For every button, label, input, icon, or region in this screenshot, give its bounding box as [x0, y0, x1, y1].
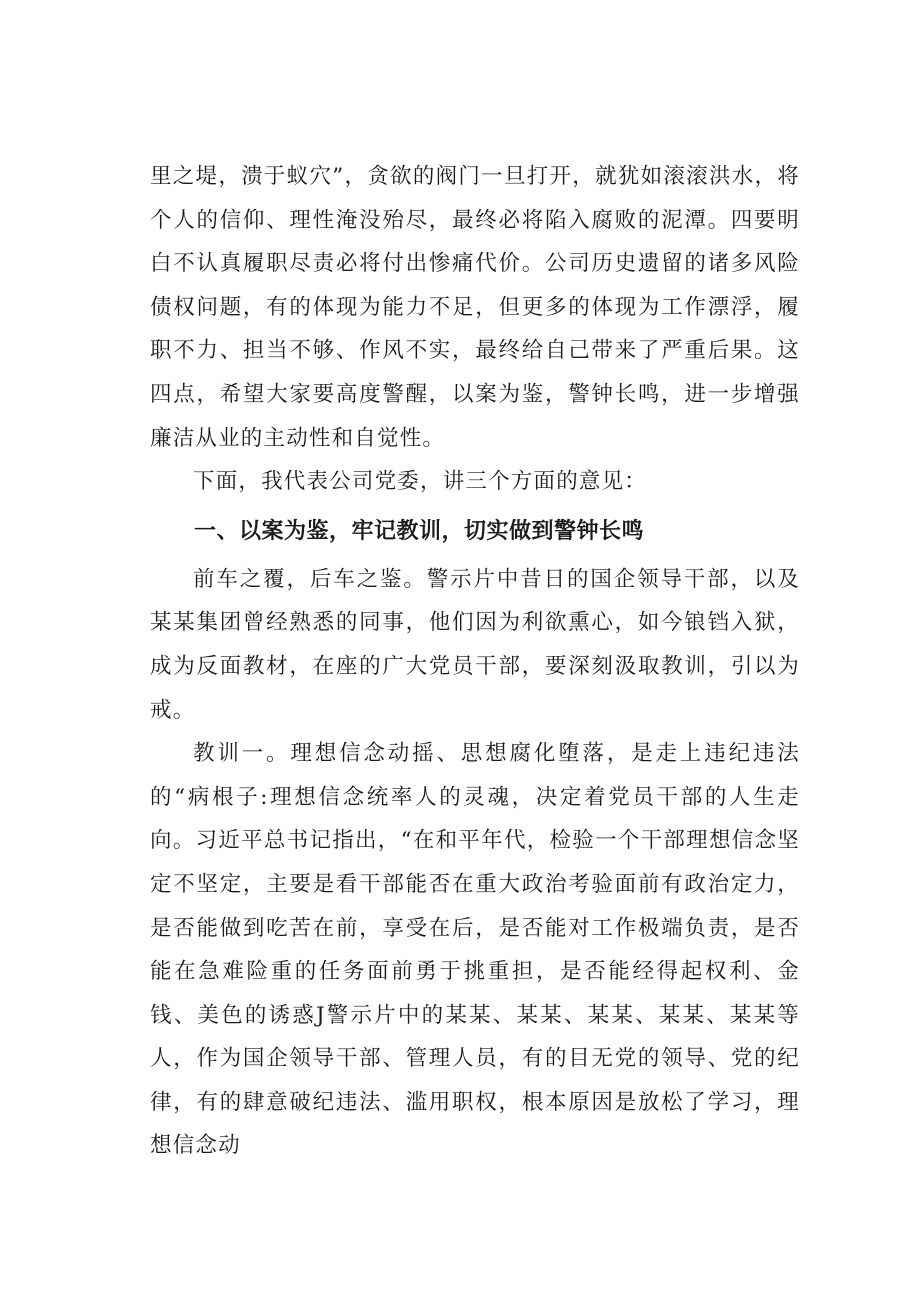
section-heading-1: 一、以案为鉴，牢记教训，切实做到警钟长鸣: [194, 518, 645, 544]
paragraph-lesson-one: 教训一。理想信念动摇、思想腐化堕落，是走上违纪违法的“病根子:理想信念统率人的灵魂，决定着党员干部的人生走向。习近平总书记指出，“在和平年代，检验一个干部理想信念坚定不坚定，主要是看干部能否在重大政治考验面前有政治定力，是否能做到吃苦在前，享受在后，是否能对工作极端负责，是否能在急难险重的任务面前勇于挑重担，是否能经得起权利、金钱、美色的诱惑J警示片中的某某、某某、某某、某某、某某等人，作为国企领导干部、管理人员，有的目无党的领导、党的纪律，有的肆意破纪违法、滥用职权，根本原因是放松了学习，理想信念动: [150, 741, 800, 1159]
paragraph-intro: 下面，我代表公司党委，讲三个方面的意见：: [193, 469, 648, 495]
document-body: [150, 155, 800, 1168]
paragraph-continuation: 里之堤，溃于蚁穴”，贪欲的阀门一旦打开，就犹如滚滚洪水，将个人的信仰、理性淹没殆尽，最终必将陷入腐败的泥潭。四要明白不认真履职尽责必将付出惨痛代价。公司历史遗留的诸多风险债权问题，有的体现为能力不足，但更多的体现为工作漂浮，履职不力、担当不够、作风不实，最终给自己带来了严重后果。这四点，希望大家要高度警醒，以案为鉴，警钟长鸣，进一步增强廉洁从业的主动性和自觉性。: [150, 164, 800, 451]
paragraph-lesson-intro: 前车之覆，后车之鉴。警示片中昔日的国企领导干部，以及某某集团曾经熟悉的同事，他们因为利欲熏心，如今锒铛入狱，成为反面教材，在座的广大党员干部，要深刻汲取教训，引以为戒。: [150, 566, 800, 723]
